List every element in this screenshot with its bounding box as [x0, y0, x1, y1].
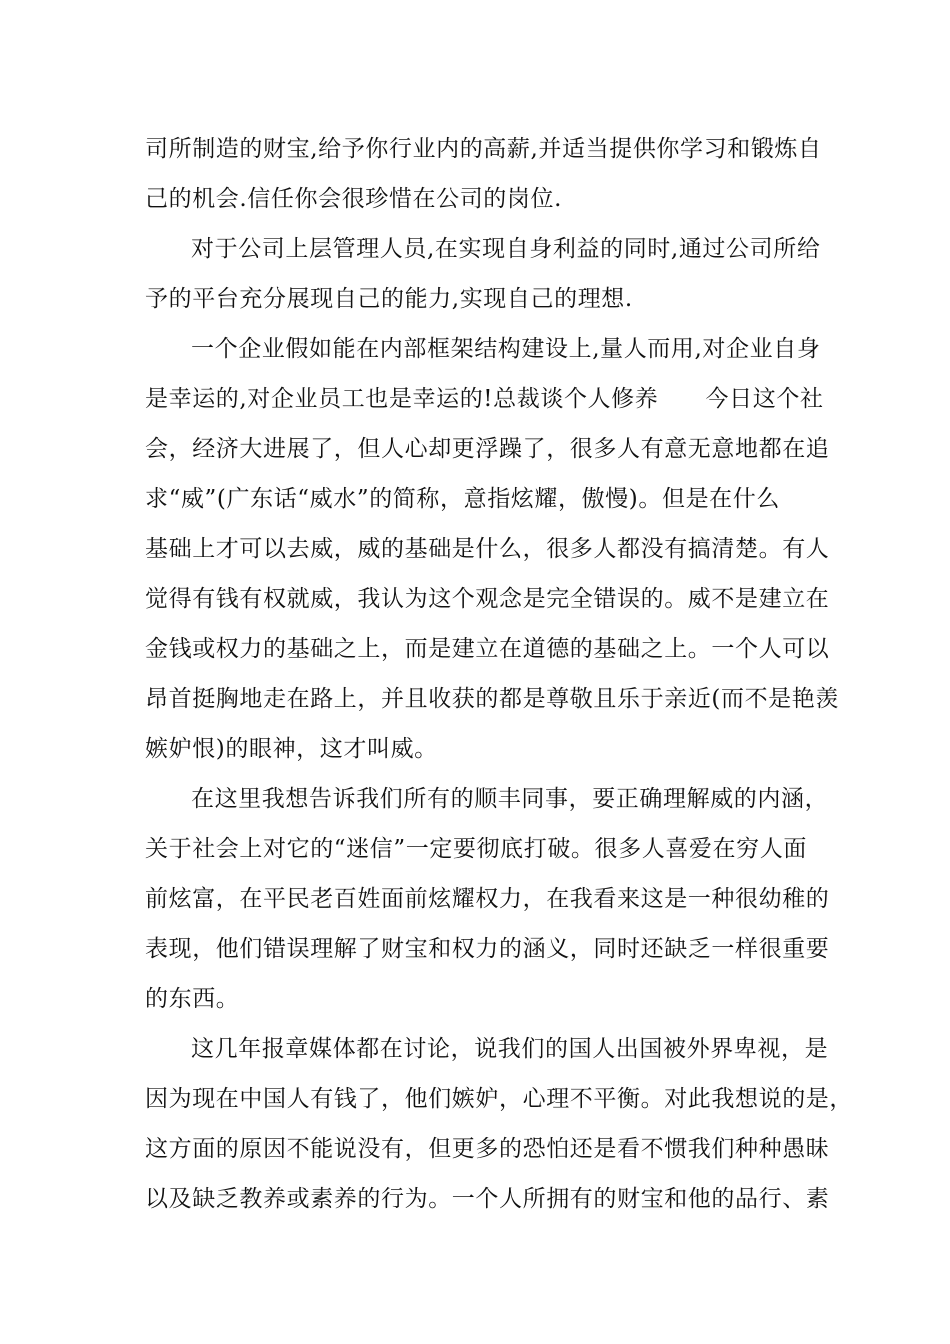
text-line: 昂首挺胸地走在路上，并且收获的都是尊敬且乐于亲近(而不是艳羡 — [145, 686, 839, 712]
text-line: 这方面的原因不能说没有，但更多的恐怕还是看不惯我们种种愚昧 — [145, 1136, 830, 1162]
text-line: 基础上才可以去威，威的基础是什么，很多人都没有搞清楚。有人 — [145, 536, 830, 562]
text-line: 嫉妒恨)的眼神，这才叫威。 — [145, 736, 438, 762]
text-line: 予的平台充分展现自己的能力,实现自己的理想. — [145, 286, 633, 312]
text-line: 觉得有钱有权就威，我认为这个观念是完全错误的。威不是建立在 — [145, 586, 830, 612]
text-line: 以及缺乏教养或素养的行为。一个人所拥有的财宝和他的品行、素 — [145, 1186, 830, 1212]
text-line: 是幸运的,对企业员工也是幸运的!总裁谈个人修养 今日这个社 — [145, 386, 824, 412]
text-line: 前炫富，在平民老百姓面前炫耀权力，在我看来这是一种很幼稚的 — [145, 886, 830, 912]
text-line: 一个企业假如能在内部框架结构建设上,量人而用,对企业自身 — [191, 336, 821, 362]
text-line: 表现，他们错误理解了财宝和权力的涵义，同时还缺乏一样很重要 — [145, 936, 830, 962]
text-line: 己的机会.信任你会很珍惜在公司的岗位. — [145, 186, 563, 212]
document-body — [145, 124, 853, 1224]
text-line: 这几年报章媒体都在讨论，说我们的国人出国被外界卑视，是 — [191, 1036, 829, 1062]
text-line: 司所制造的财宝,给予你行业内的高薪,并适当提供你学习和锻炼自 — [145, 136, 822, 162]
text-line: 在这里我想告诉我们所有的顺丰同事，要正确理解威的内涵， — [191, 786, 829, 812]
text-line: 因为现在中国人有钱了，他们嫉妒，心理不平衡。对此我想说的是， — [145, 1086, 853, 1112]
text-line: 求“威”(广东话“威水”的简称，意指炫耀，傲慢)。但是在什么 — [145, 486, 780, 512]
text-line: 的东西。 — [145, 986, 240, 1012]
text-line: 会，经济大进展了，但人心却更浮躁了，很多人有意无意地都在追 — [145, 436, 830, 462]
text-line: 金钱或权力的基础之上，而是建立在道德的基础之上。一个人可以 — [145, 636, 830, 662]
text-line: 对于公司上层管理人员,在实现自身利益的同时,通过公司所给 — [191, 236, 821, 262]
text-line: 关于社会上对它的“迷信”一定要彻底打破。很多人喜爱在穷人面 — [145, 836, 807, 862]
